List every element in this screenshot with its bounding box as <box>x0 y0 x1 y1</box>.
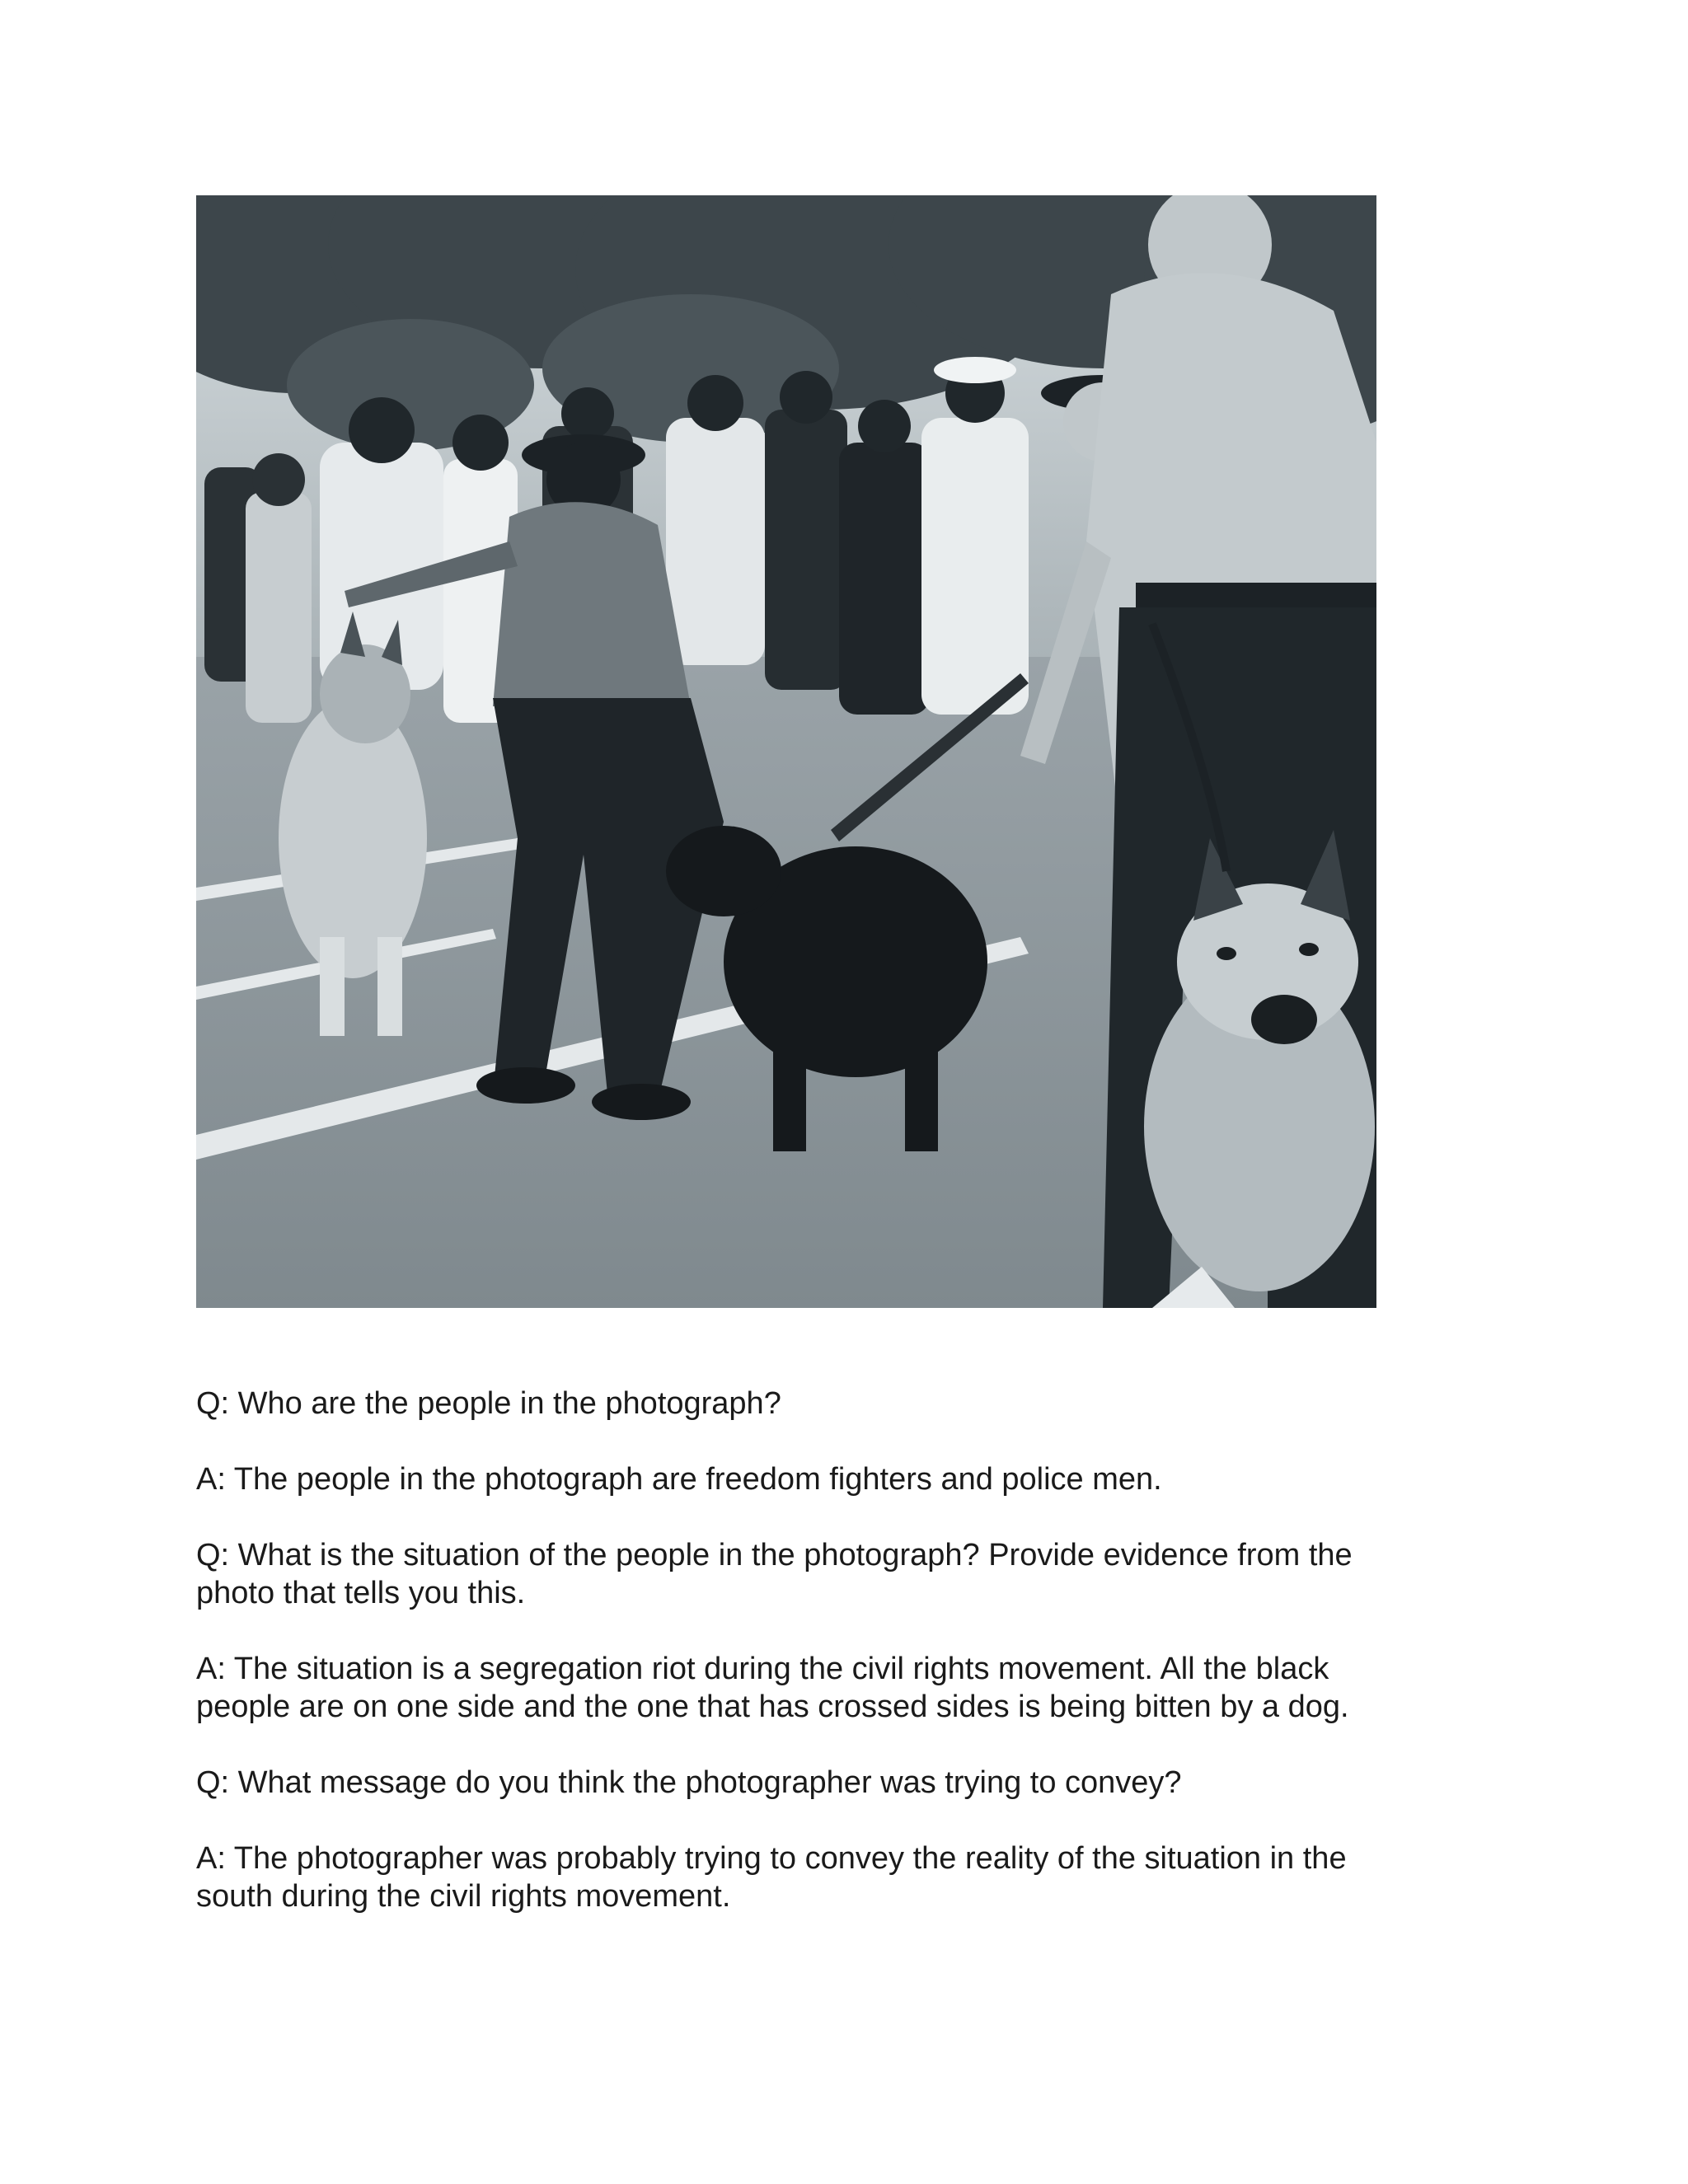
question-answer-section <box>196 1385 1408 1953</box>
answer-1: A: The people in the photograph are freedom fighters and police men. <box>196 1462 1162 1497</box>
answer-3: A: The photographer was probably trying to convey the reality of the situation in the south during the civil rights movement. <box>196 1841 1347 1914</box>
answer-2: A: The situation is a segregation riot during the civil rights movement. All the black people are on one side and the one that has crossed sides is being bitten by a dog. <box>196 1652 1349 1724</box>
question-3: Q: What message do you think the photographer was trying to convey? <box>196 1765 1182 1800</box>
question-1: Q: Who are the people in the photograph? <box>196 1386 781 1421</box>
historical-photograph <box>196 195 1376 1308</box>
photograph-illustration <box>196 195 1376 1308</box>
question-2: Q: What is the situation of the people in the photograph? Provide evidence from the photo that tells you this. <box>196 1538 1353 1610</box>
